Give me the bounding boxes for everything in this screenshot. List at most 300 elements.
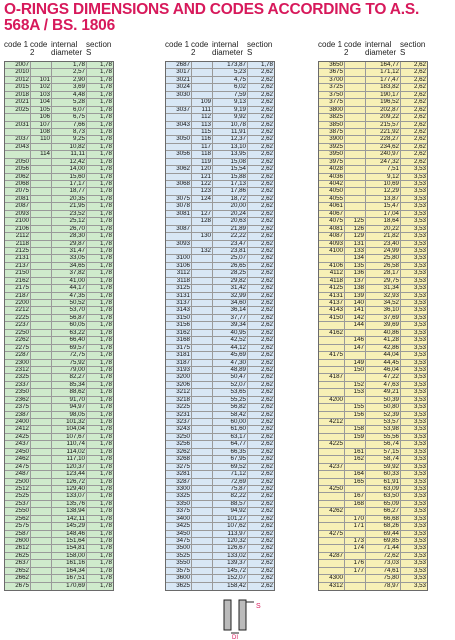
cell-diameter: 34,52: [366, 300, 401, 306]
cell-section: 1,78: [99, 404, 112, 411]
table-row: [319, 479, 427, 486]
table-row: [5, 575, 113, 582]
table-row: [166, 374, 274, 381]
cell-section: 3,53: [413, 567, 426, 574]
cell-code2: [31, 241, 52, 247]
table-row: [5, 412, 113, 419]
table-row: [5, 404, 113, 411]
cell-code2: [31, 285, 52, 291]
table-row: [166, 84, 274, 91]
table-row: [5, 278, 113, 285]
cell-diameter: 63,17: [213, 434, 248, 440]
cell-code2: 134: [345, 255, 366, 261]
cell-diameter: 120,32: [213, 538, 248, 544]
cell-section: 3,53: [413, 471, 426, 478]
table-body: [4, 61, 114, 591]
cell-code1: 2575: [5, 523, 31, 529]
cell-code2: [31, 300, 52, 306]
table-body: [165, 61, 275, 591]
cell-code2: [345, 136, 366, 142]
table-row: [5, 196, 113, 203]
cell-code1: [319, 479, 345, 485]
cell-section: 3,53: [413, 374, 426, 381]
cell-section: 2,62: [260, 485, 273, 492]
table-row: [319, 501, 427, 508]
table-row: [319, 122, 427, 129]
cell-section: 1,78: [99, 106, 112, 113]
cell-code1: 2525: [5, 493, 31, 499]
cell-code2: [345, 129, 366, 135]
cell-diameter: 21,89: [213, 226, 248, 232]
cell-diameter: 145,29: [52, 523, 87, 529]
cell-diameter: 21,95: [52, 203, 87, 209]
table-row: [319, 374, 427, 381]
di-label: DI: [232, 635, 238, 640]
table-row: [166, 493, 274, 500]
page-title: O-RINGS DIMENSIONS AND CODES ACCORDING TO A.S. 568A / BS. 1806: [4, 1, 420, 34]
table-row: [5, 441, 113, 448]
table-row: [166, 122, 274, 129]
cell-code1: 3162: [166, 330, 192, 336]
table-row: [166, 345, 274, 352]
header-section: section S: [247, 40, 273, 57]
cell-code1: 4200: [319, 397, 345, 403]
cell-code2: [192, 382, 213, 388]
cell-code2: 162: [345, 456, 366, 462]
cell-section: 2,62: [260, 448, 273, 455]
table-row: [166, 434, 274, 441]
cell-code1: 3206: [166, 382, 192, 388]
cell-code1: 3625: [166, 583, 192, 590]
header-diameter: internal diameter: [51, 40, 83, 57]
table-row: [5, 568, 113, 575]
cell-code1: 3021: [166, 77, 192, 83]
cell-code1: 3081: [166, 211, 192, 217]
cell-section: 2,62: [260, 359, 273, 366]
cell-code2: [192, 568, 213, 574]
cell-diameter: 50,52: [52, 300, 87, 306]
table-row: [166, 129, 274, 136]
cell-code2: [31, 560, 52, 566]
table-row: [166, 583, 274, 590]
cell-code1: 3875: [319, 129, 345, 135]
cell-diameter: 21,82: [366, 233, 401, 239]
cell-section: 1,78: [99, 218, 112, 225]
cell-code2: 130: [192, 233, 213, 239]
table-row: [166, 174, 274, 181]
table-row: [319, 77, 427, 84]
cell-section: 2,62: [260, 471, 273, 478]
oring-left-section: [224, 600, 231, 630]
cell-code1: 4150: [319, 315, 345, 321]
cell-section: 3,53: [413, 478, 426, 485]
cell-diameter: 24,99: [366, 248, 401, 254]
cell-diameter: 57,15: [366, 449, 401, 455]
cell-section: 3,53: [413, 307, 426, 314]
table-row: [166, 538, 274, 545]
cell-code2: [192, 464, 213, 470]
cell-diameter: 40,86: [366, 330, 401, 336]
cell-diameter: 45,69: [213, 352, 248, 358]
cell-code1: 3750: [319, 92, 345, 98]
cell-code1: 4050: [319, 188, 345, 194]
cell-code2: 152: [345, 382, 366, 388]
cell-code1: 3043: [166, 122, 192, 128]
cell-code1: 2025: [5, 107, 31, 113]
header-diameter: internal diameter: [212, 40, 244, 57]
cell-code1: [166, 159, 192, 165]
cell-diameter: 75,92: [52, 360, 87, 366]
cell-code1: 2050: [5, 159, 31, 165]
cell-code2: [192, 397, 213, 403]
cell-code2: [192, 523, 213, 529]
table-row: [166, 114, 274, 121]
cell-section: 1,78: [99, 329, 112, 336]
cell-section: 1,78: [99, 277, 112, 284]
cell-code2: [31, 352, 52, 358]
cell-code1: 3225: [166, 404, 192, 410]
cell-diameter: 7,51: [366, 166, 401, 172]
cell-code2: [31, 523, 52, 529]
cell-diameter: 107,67: [52, 434, 87, 440]
cell-code1: 4081: [319, 226, 345, 232]
cell-diameter: 113,97: [213, 531, 248, 537]
cell-code1: 2262: [5, 337, 31, 343]
table-row: [166, 330, 274, 337]
cell-code1: 4075: [319, 218, 345, 224]
cell-code1: 2675: [5, 583, 31, 590]
cell-diameter: 47,22: [366, 374, 401, 380]
table-row: [319, 538, 427, 545]
cell-diameter: 4,48: [52, 92, 87, 98]
cell-code2: [31, 196, 52, 202]
cell-code2: 137: [345, 278, 366, 284]
cell-diameter: 209,22: [366, 114, 401, 120]
cell-code2: 124: [192, 196, 213, 202]
cell-code1: 4131: [319, 293, 345, 299]
cell-section: 3,53: [413, 210, 426, 217]
cell-diameter: 161,16: [52, 560, 87, 566]
cell-code2: [31, 486, 52, 492]
cell-section: 1,78: [99, 381, 112, 388]
cell-diameter: 94,97: [52, 404, 87, 410]
cell-section: 2,62: [260, 545, 273, 552]
cell-diameter: 88,57: [213, 501, 248, 507]
cell-diameter: 29,82: [213, 278, 248, 284]
table-row: [319, 233, 427, 240]
cell-code2: 132: [192, 248, 213, 254]
cell-diameter: 240,97: [366, 151, 401, 157]
table-row: [319, 107, 427, 114]
cell-section: 3,53: [413, 396, 426, 403]
cell-diameter: 151,64: [52, 538, 87, 544]
cell-diameter: 14,00: [52, 166, 87, 172]
cell-diameter: 29,75: [366, 278, 401, 284]
s-label: S: [256, 603, 261, 610]
cell-diameter: 10,82: [52, 144, 87, 150]
table-row: [166, 293, 274, 300]
cell-section: 2,62: [260, 203, 273, 210]
cell-diameter: 13,10: [213, 144, 248, 150]
table-row: [5, 248, 113, 255]
cell-code2: 115: [192, 129, 213, 135]
cell-section: 2,62: [413, 99, 426, 106]
cell-code2: [192, 404, 213, 410]
cell-code1: 2362: [5, 397, 31, 403]
cell-diameter: 61,60: [213, 426, 248, 432]
cell-code2: [192, 389, 213, 395]
cell-code1: 4100: [319, 248, 345, 254]
cell-code2: [192, 441, 213, 447]
cell-section: 2,62: [260, 91, 273, 98]
cell-section: 1,78: [99, 485, 112, 492]
table-row: [166, 107, 274, 114]
cell-code2: [345, 352, 366, 358]
cell-code1: 4300: [319, 575, 345, 581]
cell-section: 3,53: [413, 195, 426, 202]
cell-section: 2,62: [260, 396, 273, 403]
cell-diameter: 107,62: [213, 523, 248, 529]
cell-code2: [31, 508, 52, 514]
cell-code2: 140: [345, 300, 366, 306]
cell-diameter: 66,40: [52, 337, 87, 343]
cell-diameter: 117,10: [52, 456, 87, 462]
cell-code2: [345, 84, 366, 90]
table-row: [5, 486, 113, 493]
cell-diameter: 25,12: [52, 218, 87, 224]
cell-code1: 2512: [5, 486, 31, 492]
cell-diameter: 65,09: [366, 501, 401, 507]
table-row: [319, 583, 427, 590]
cell-section: 2,62: [260, 366, 273, 373]
cell-section: 2,62: [260, 218, 273, 225]
table-row: [5, 285, 113, 292]
cell-code1: 2137: [5, 263, 31, 269]
cell-code2: 110: [31, 136, 52, 142]
cell-code2: [31, 553, 52, 559]
table-row: [319, 419, 427, 426]
cell-section: 2,62: [260, 262, 273, 269]
cell-diameter: 71,44: [366, 545, 401, 551]
cell-diameter: 17,04: [366, 211, 401, 217]
table-row: [5, 456, 113, 463]
cell-code1: 3600: [166, 575, 192, 581]
cell-diameter: 154,81: [52, 545, 87, 551]
cell-section: 3,53: [413, 277, 426, 284]
cell-diameter: 6,07: [52, 107, 87, 113]
table-row: [319, 330, 427, 337]
cell-diameter: 9,25: [52, 136, 87, 142]
cell-code1: 4042: [319, 181, 345, 187]
table-row: [319, 441, 427, 448]
cell-code2: 144: [345, 322, 366, 328]
cell-section: 1,78: [99, 374, 112, 381]
table-row: [319, 575, 427, 582]
table-body: [318, 61, 428, 591]
cell-code1: 3425: [166, 523, 192, 529]
table-header: [165, 40, 275, 61]
cell-code2: [192, 300, 213, 306]
cell-section: 1,78: [99, 560, 112, 567]
cell-diameter: 41,28: [366, 337, 401, 343]
cell-diameter: 31,47: [52, 248, 87, 254]
cell-code1: 3250: [166, 434, 192, 440]
cell-code1: 3925: [319, 144, 345, 150]
table-row: [5, 84, 113, 91]
cell-section: 1,78: [99, 143, 112, 150]
cell-code2: [31, 441, 52, 447]
cell-section: 2,62: [260, 433, 273, 440]
cell-diameter: 56,82: [213, 404, 248, 410]
cell-code2: 150: [345, 367, 366, 373]
cell-diameter: 12,29: [366, 188, 401, 194]
table-row: [319, 62, 427, 69]
cell-diameter: 171,12: [366, 69, 401, 75]
cell-code2: [31, 62, 52, 68]
cell-code2: [192, 531, 213, 537]
cell-section: 2,62: [260, 322, 273, 329]
cell-section: 3,53: [413, 240, 426, 247]
cell-code1: [166, 144, 192, 150]
header-code2: code 2: [344, 40, 362, 57]
cell-section: 1,78: [99, 240, 112, 247]
table-row: [319, 397, 427, 404]
table-row: [319, 471, 427, 478]
cell-diameter: 110,74: [52, 441, 87, 447]
cell-code2: [31, 471, 52, 477]
table-row: [166, 486, 274, 493]
cell-code1: 4137: [319, 300, 345, 306]
table-row: [5, 352, 113, 359]
cell-code1: [319, 426, 345, 432]
cell-code1: 4275: [319, 531, 345, 537]
cell-section: 2,62: [413, 76, 426, 83]
cell-section: 3,53: [413, 530, 426, 537]
cell-diameter: 56,87: [52, 315, 87, 321]
cell-code2: 118: [192, 151, 213, 157]
cell-diameter: 23,81: [213, 248, 248, 254]
cell-code1: 2012: [5, 77, 31, 83]
cell-diameter: 123,44: [52, 471, 87, 477]
table-row: [5, 307, 113, 314]
cell-code1: 2043: [5, 144, 31, 150]
cell-code2: [192, 412, 213, 418]
cell-diameter: 167,51: [52, 575, 87, 581]
cell-code1: 2175: [5, 285, 31, 291]
cell-section: 3,53: [413, 352, 426, 359]
table-row: [5, 531, 113, 538]
table-row: [166, 322, 274, 329]
cell-code2: [31, 345, 52, 351]
cell-diameter: 63,09: [366, 486, 401, 492]
table-row: [319, 69, 427, 76]
cell-diameter: 152,07: [213, 575, 248, 581]
cell-code1: [319, 545, 345, 551]
table-row: [5, 226, 113, 233]
cell-code1: 2375: [5, 404, 31, 410]
cell-diameter: 3,69: [52, 84, 87, 90]
cell-code1: 3143: [166, 307, 192, 313]
cell-diameter: 66,68: [366, 516, 401, 522]
cell-section: 2,62: [260, 300, 273, 306]
table-row: [5, 516, 113, 523]
cell-section: 3,53: [413, 448, 426, 455]
cell-code2: [31, 367, 52, 373]
cell-code2: [192, 486, 213, 492]
cell-code2: [31, 188, 52, 194]
cell-code2: [345, 531, 366, 537]
cell-diameter: 69,57: [52, 345, 87, 351]
table-row: [5, 508, 113, 515]
cell-code1: 3078: [166, 203, 192, 209]
cell-code1: [319, 434, 345, 440]
cell-section: 2,62: [260, 255, 273, 262]
cell-diameter: 142,11: [52, 516, 87, 522]
cell-diameter: 47,63: [366, 382, 401, 388]
cell-code1: 2500: [5, 479, 31, 485]
cell-diameter: 82,22: [213, 493, 248, 499]
cell-code2: [31, 322, 52, 328]
cell-section: 3,53: [413, 582, 426, 589]
table-row: [319, 553, 427, 560]
cell-section: 1,78: [99, 523, 112, 530]
cell-code2: [31, 545, 52, 551]
cell-code1: 2337: [5, 382, 31, 388]
cell-diameter: 28,17: [366, 270, 401, 276]
cell-section: 3,53: [413, 270, 426, 277]
cell-diameter: 60,05: [52, 322, 87, 328]
table-row: [5, 92, 113, 99]
table-row: [5, 374, 113, 381]
cell-section: 2,62: [260, 195, 273, 202]
cell-code2: [192, 367, 213, 373]
table-row: [319, 218, 427, 225]
cell-code2: 104: [31, 99, 52, 105]
cell-diameter: 31,42: [213, 285, 248, 291]
cell-section: 1,78: [99, 575, 112, 582]
table-row: [166, 568, 274, 575]
table-row: [5, 233, 113, 240]
cell-section: 1,78: [99, 181, 112, 187]
cell-code2: [31, 166, 52, 172]
cell-code1: 2007: [5, 62, 31, 68]
table-row: [5, 263, 113, 270]
cell-code2: [192, 471, 213, 477]
cell-code1: 3100: [166, 255, 192, 261]
cell-code1: 4312: [319, 583, 345, 590]
table-row: [166, 337, 274, 344]
table-row: [319, 255, 427, 262]
table-row: [5, 583, 113, 590]
cell-code1: 2312: [5, 367, 31, 373]
cell-section: 2,62: [260, 84, 273, 91]
cell-section: 2,62: [260, 381, 273, 388]
cell-diameter: 18,64: [366, 218, 401, 224]
table-row: [319, 129, 427, 136]
cell-diameter: 6,75: [52, 114, 87, 120]
table-row: [166, 270, 274, 277]
cell-diameter: 44,04: [366, 352, 401, 358]
cell-code2: [345, 464, 366, 470]
cell-section: 1,78: [99, 307, 112, 314]
cell-code2: [345, 174, 366, 180]
cell-code1: 2250: [5, 330, 31, 336]
cell-code2: [345, 441, 366, 447]
cell-diameter: 234,62: [366, 144, 401, 150]
table-row: [166, 300, 274, 307]
cell-code2: [192, 449, 213, 455]
cell-section: 3,53: [413, 515, 426, 522]
